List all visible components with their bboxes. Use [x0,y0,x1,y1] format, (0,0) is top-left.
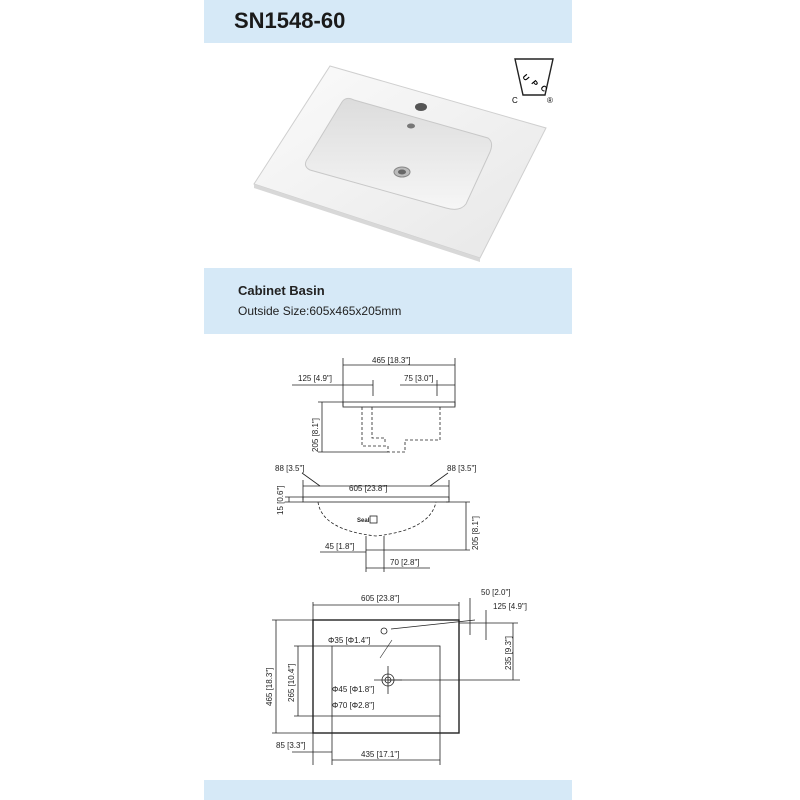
top-bowl-depth-label: 265 [10.4"] [287,663,296,702]
front-rim-label: 15 [0.6"] [276,485,285,515]
product-name: Cabinet Basin [238,283,325,298]
product-info-band [204,268,572,334]
model-number: SN1548-60 [234,8,346,33]
front-height-label: 205 [8.1"] [471,516,480,550]
front-outlet-label: 45 [1.8"] [325,542,355,551]
upc-mark-c: C [512,96,518,105]
top-width-label: 605 [23.8"] [361,594,400,603]
upc-letter-c: C [538,83,550,94]
overflow-hole [407,124,415,129]
upc-letter-u: U [520,72,532,83]
upc-letter-p: P [529,78,540,89]
side-drain-offset-label: 75 [3.0"] [404,374,434,383]
side-overflow-label: 125 [4.9"] [298,374,332,383]
side-width-label: 465 [18.3"] [372,356,411,365]
front-left-edge-label: 88 [3.5"] [275,464,305,473]
upc-mark-registered: ® [547,96,553,105]
technical-drawing [0,340,800,780]
front-width-label: 605 [23.8"] [349,484,388,493]
faucet-hole [415,103,427,111]
top-drain-hole-label: Φ45 [Φ1.8"] [332,685,375,694]
top-faucet-hole-label: Φ35 [Φ1.4"] [328,636,371,645]
footer-band [204,780,572,800]
top-drain-depth-label: 235 [9.3"] [504,636,513,670]
side-view [292,356,455,452]
top-side-rim-label: 85 [3.3"] [276,741,306,750]
top-faucet-offset-label: 125 [4.9"] [493,602,527,611]
front-right-edge-label: 88 [3.5"] [447,464,477,473]
brand-logo: Seal [357,518,370,524]
top-depth-label: 465 [18.3"] [265,667,274,706]
front-outlet-offset-label: 70 [2.8"] [390,558,420,567]
side-height-label: 205 [8.1"] [311,418,320,452]
top-back-rim-label: 50 [2.0"] [481,588,511,597]
top-bowl-width-label: 435 [17.1"] [361,750,400,759]
upc-certification-logo [505,55,565,107]
product-size: Outside Size:605x465x205mm [238,304,402,318]
front-view [275,464,480,572]
top-view [265,588,527,765]
top-drain-flange-label: Φ70 [Φ2.8"] [332,701,375,710]
